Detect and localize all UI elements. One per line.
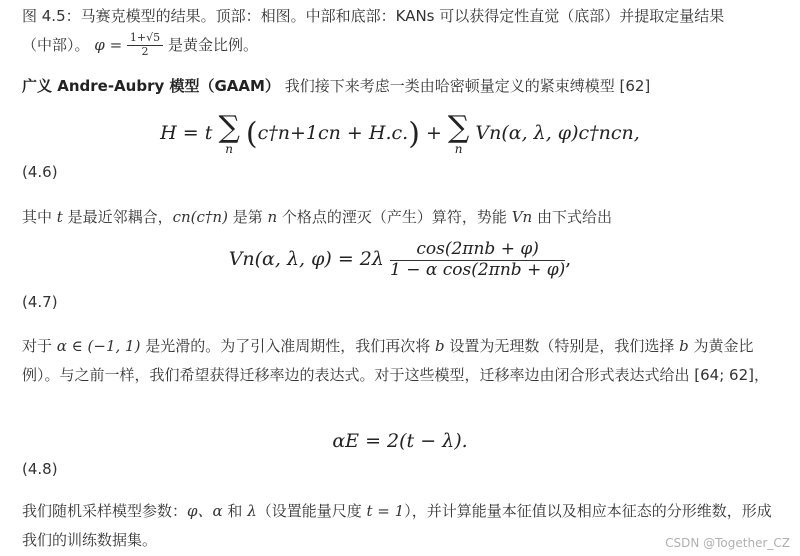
sample-and: 和 — [222, 502, 248, 520]
smooth-text-3: 设置为无理数（特别是，我们选择 — [444, 337, 680, 355]
sample-text-2: （设置能量尺度 — [256, 502, 367, 520]
gaam-heading: 广义 Andre-Aubry 模型（GAAM） — [22, 77, 280, 95]
alpha-range: α ∈ (−1, 1) — [56, 337, 141, 355]
definitions-paragraph — [22, 203, 782, 232]
defs-text-3: 是第 — [227, 208, 268, 226]
var-lambda: λ — [247, 502, 257, 520]
operator-c-expr: cn(c†n) — [172, 208, 228, 226]
equation-4-7 — [0, 240, 800, 280]
sum2-subscript: n — [454, 142, 463, 156]
csdn-watermark: CSDN @Together_CZ — [665, 536, 790, 550]
var-t: t — [56, 208, 63, 226]
eq1-inner-term: c†n+1cn + H.c. — [257, 122, 409, 144]
sample-text-3: ），并计算能量本征值以及相应本征态的分形维数，形成我们的训练数据集。 — [22, 502, 772, 549]
equation-number-4-7: (4.7) — [22, 293, 58, 311]
var-n: n — [267, 208, 278, 226]
equation-4-8 — [0, 430, 800, 452]
golden-ratio-fraction — [127, 32, 163, 58]
gaam-text: 我们接下来考虑一类由哈密顿量定义的紧束缚模型 [62] — [279, 77, 651, 95]
eq2-denominator: 1 − α cos(2πnb + φ) — [389, 259, 566, 280]
phi-expression: φ = — [94, 36, 123, 54]
defs-text-4: 个格点的湮灭（产生）算符，势能 — [277, 208, 512, 226]
smooth-text-1: 对于 — [22, 337, 57, 355]
eq3-formula: αE = 2(t − λ). — [332, 430, 468, 452]
eq2-fraction — [390, 240, 565, 280]
caption-text-end: 是黄金比例。 — [167, 36, 258, 54]
smoothness-paragraph — [22, 332, 782, 390]
eq1-plus: + — [425, 122, 448, 144]
smooth-text-4: 为黄金比例）。与之前一样，我们希望获得迁移率边的表达式。对于这些模型，迁移率边由闭合形式表达式给出 [64; 62]， — [22, 337, 769, 384]
defs-text-2: 是最近邻耦合， — [62, 208, 173, 226]
caption-text-line2: （中部）。 — [22, 36, 90, 54]
sample-text-1: 我们随机采样模型参数： — [22, 502, 188, 520]
var-vn: Vn — [511, 208, 533, 226]
var-b-2: b — [679, 337, 689, 355]
gaam-paragraph — [22, 72, 782, 101]
equation-number-4-8: (4.8) — [22, 460, 58, 478]
figure-caption — [22, 2, 782, 60]
equation-4-6: H = t ∑ n (c†n+1cn + H.c.) + ∑ n Vn(α, λ, φ)c†ncn, — [160, 110, 640, 156]
golden-ratio-denominator: 2 — [141, 45, 149, 58]
eq2-numerator: cos(2πnb + φ) — [390, 240, 565, 261]
golden-ratio-numerator: 1+√5 — [127, 32, 163, 46]
sample-vars: φ、α — [187, 502, 223, 520]
smooth-text-2: 是光滑的。为了引入准周期性，我们再次将 — [140, 337, 435, 355]
defs-text-1: 其中 — [22, 208, 57, 226]
eq1-rhs: Vn(α, λ, φ)c†ncn, — [475, 122, 640, 144]
sum-symbol-1: ∑ n — [218, 110, 240, 156]
defs-text-5: 由下式给出 — [532, 208, 612, 226]
eq2-lhs: Vn(α, λ, φ) = 2λ — [228, 248, 384, 271]
sum-symbol-2: ∑ n — [447, 110, 470, 156]
caption-text-line1: 图 4.5：马赛克模型的结果。顶部：相图。中部和底部：KANs 可以获得定性直觉（底部）并提取定量结果 — [22, 7, 725, 25]
eq2-tail: , — [565, 248, 572, 271]
var-b-1: b — [435, 337, 445, 355]
energy-scale: t = 1 — [366, 502, 405, 520]
sum1-subscript: n — [225, 142, 234, 156]
equation-number-4-6: (4.6) — [22, 163, 58, 181]
eq1-lhs: H = t — [160, 122, 213, 144]
